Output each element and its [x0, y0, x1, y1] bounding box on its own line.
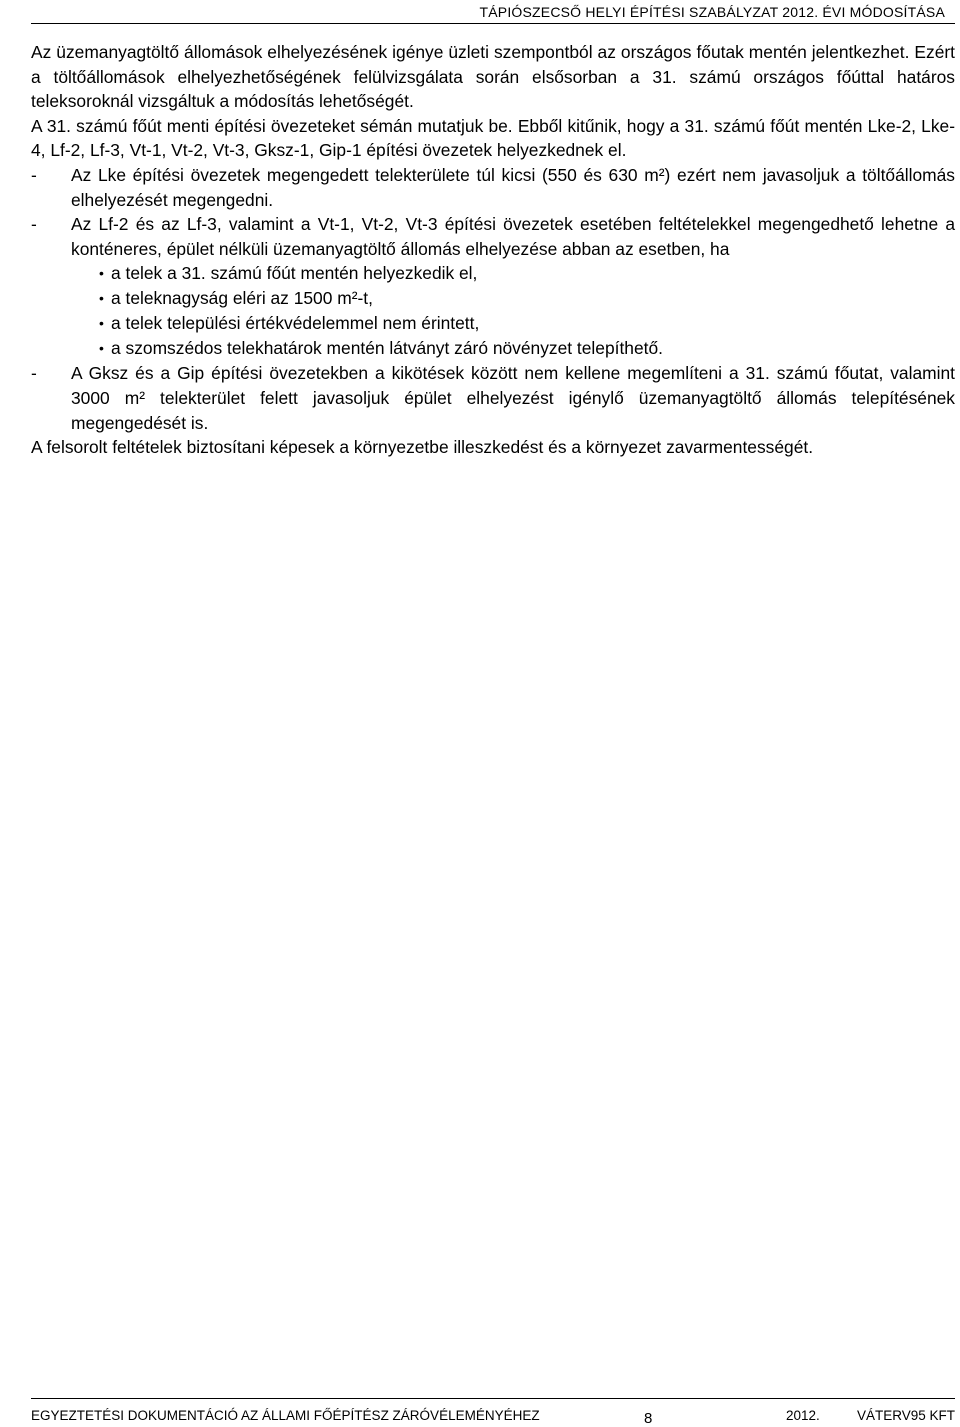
footer-company: VÁTERV95 KFT — [856, 1408, 955, 1423]
bullet-icon: • — [99, 265, 104, 282]
zones-paragraph: A 31. számú főút menti építési övezeteket sémán mutatjuk be. Ebből kitűnik, hogy a 31. számú főút mentén Lke-2, Lke-4, Lf-2, Lf-3, Vt-1, Vt-2, Vt-3, Gksz-1, Gip-1 építési övezetek helyezkednek el. — [31, 115, 955, 161]
condition-list — [71, 261, 955, 361]
bullet-icon: • — [99, 340, 104, 357]
dash-item-text: Az Lf-2 és az Lf-3, valamint a Vt-1, Vt-2, Vt-3 építési övezetek esetében feltételekkel megengedhető lehetne a konténeres, épület nélküli üzemanyagtöltő állomás elhelyezése abban az esetben, ha — [71, 214, 955, 259]
running-header: TÁPIÓSZECSŐ HELYI ÉPÍTÉSI SZABÁLYZAT 2012. ÉVI MÓDOSÍTÁSA — [479, 4, 945, 20]
dash-item-text: Az Lke építési övezetek megengedett telekterülete túl kicsi (550 és 630 m²) ezért nem javasoljuk a töltőállomás elhelyezését megengedni. — [71, 164, 955, 210]
list-item — [99, 311, 955, 336]
document-body — [31, 40, 955, 460]
header-rule — [31, 23, 955, 24]
dash-marker: - — [31, 164, 37, 185]
list-item — [99, 286, 955, 311]
closing-paragraph: A felsorolt feltételek biztosítani képesek a környezetbe illeszkedést és a környezet zavarmentességét. — [31, 437, 814, 458]
dash-item-lf-vt — [31, 212, 955, 361]
dash-marker: - — [31, 214, 37, 235]
list-item-text: a teleknagyság eléri az 1500 m²-t, — [111, 288, 373, 309]
list-item-text: a telek települési értékvédelemmel nem érintett, — [111, 313, 480, 334]
dash-item-lke — [31, 163, 955, 212]
footer-rule — [31, 1398, 955, 1399]
footer-document-title: EGYEZTETÉSI DOKUMENTÁCIÓ AZ ÁLLAMI FŐÉPÍTÉSZ ZÁRÓVÉLEMÉNYÉHEZ — [31, 1408, 540, 1423]
dash-item-text: A Gksz és a Gip építési övezetekben a kikötések között nem kellene megemlíteni a 31. számú főutat, valamint 3000 m² telekterület felett javasoljuk épület elhelyezést igénylő üzemanyagtöltő állomás telepítésének megengedését is. — [71, 363, 955, 433]
page-number: 8 — [644, 1410, 653, 1427]
footer-year: 2012. — [786, 1408, 820, 1423]
bullet-icon: • — [99, 315, 104, 332]
dash-item-gksz-gip — [31, 361, 955, 435]
list-item-text: a telek a 31. számú főút mentén helyezkedik el, — [111, 263, 478, 284]
page-footer — [31, 1408, 955, 1426]
bullet-icon: • — [99, 290, 104, 307]
list-item — [99, 261, 955, 286]
list-item — [99, 336, 955, 361]
intro-paragraph: Az üzemanyagtöltő állomások elhelyezésének igénye üzleti szempontból az országos főutak mentén jelentkezhet. Ezért a töltőállomások elhelyezhetőségének felülvizsgálata során elsősorban a 31. számú országos főúttal határos teleksoroknál vizsgáltuk a módosítás lehetőségét. — [31, 42, 955, 112]
dash-marker: - — [31, 363, 37, 384]
list-item-text: a szomszédos telekhatárok mentén látványt záró növényzet telepíthető. — [111, 338, 663, 359]
